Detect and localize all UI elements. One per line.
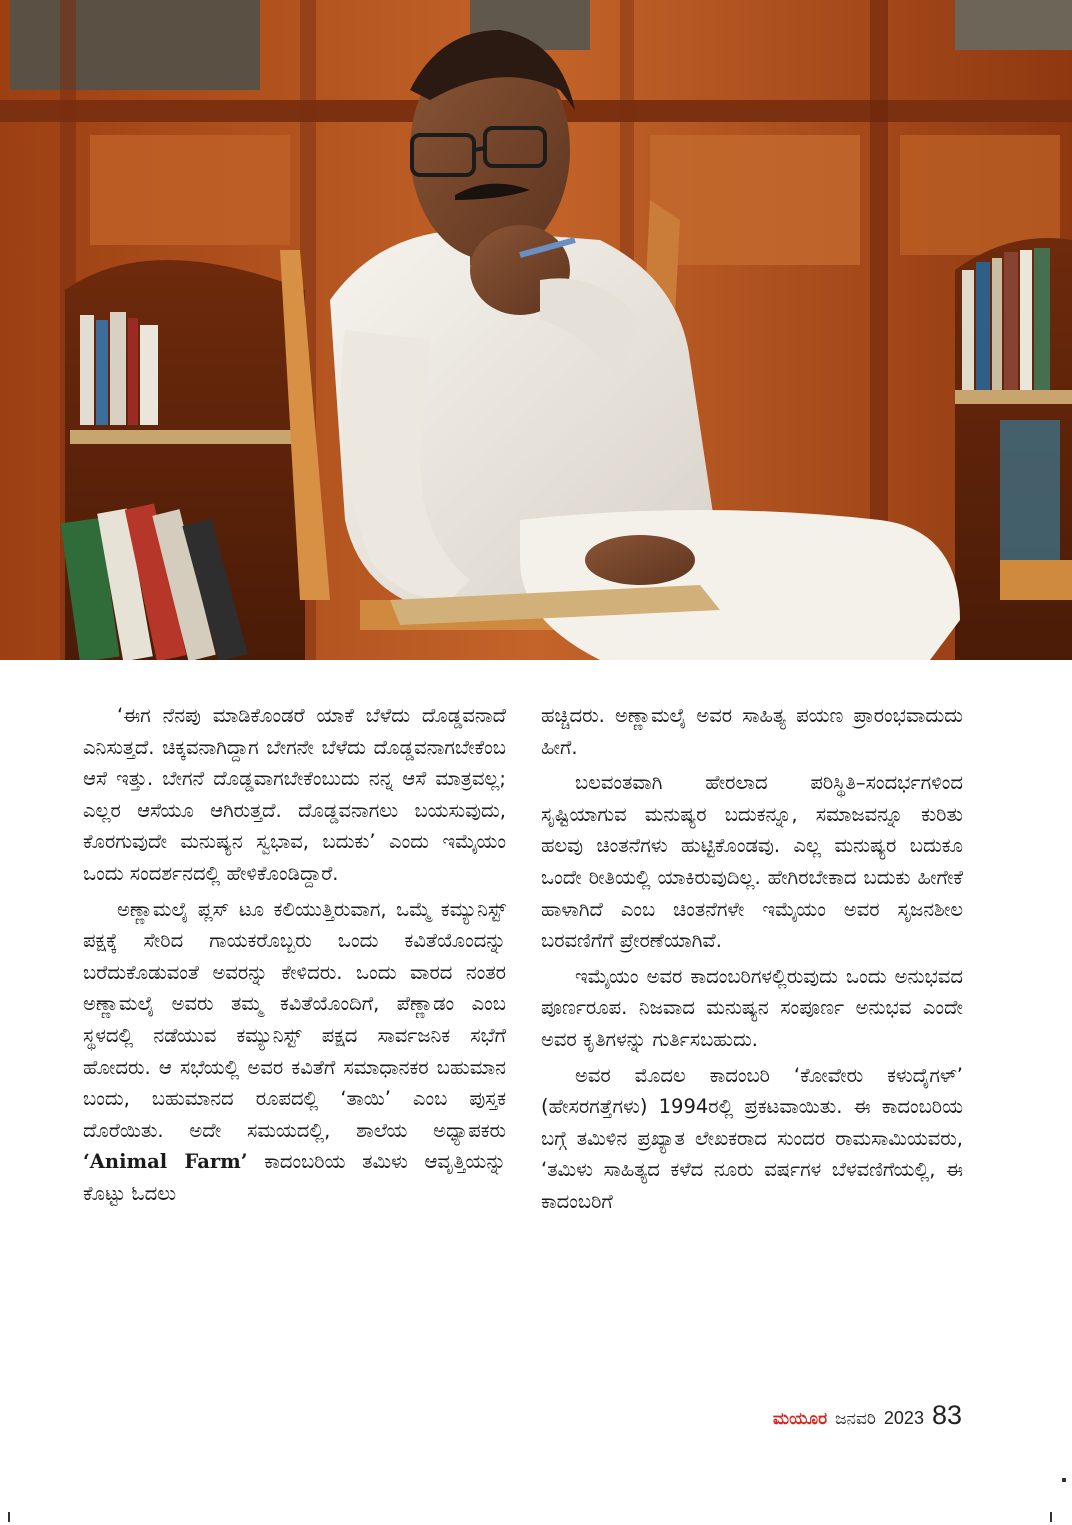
paragraph: ಅವರ ಮೊದಲ ಕಾದಂಬರಿ ‘ಕೋವೇರು ಕಳುದೈಗಳ್’ (ಹೇಸರಗತ್ತೆಗಳು) 1994ರಲ್ಲಿ ಪ್ರಕಟವಾಯಿತು. ಈ ಕಾದಂಬರಿಯ ಬಗ್ಗೆ ತಮಿಳಿನ ಪ್ರಖ್ಯಾತ ಲೇಖಕರಾದ ಸುಂದರ ರಾಮಸಾಮಿಯವರು, ‘ತಮಿಳು ಸಾಹಿತ್ಯದ ಕಳೆದ ನೂರು ವರ್ಷಗಳ ಬೆಳವಣಿಗೆಯಲ್ಲಿ, ಈ ಕಾದಂಬರಿಗೆ	[541, 1063, 963, 1213]
paragraph	[83, 894, 506, 1210]
crop-mark	[1062, 1478, 1066, 1482]
article-column-left	[83, 700, 506, 1214]
crop-mark	[1050, 1512, 1052, 1522]
article-column-right	[541, 700, 963, 1222]
paragraph: ಇಮೈಯಂ ಅವರ ಕಾದಂಬರಿಗಳಲ್ಲಿರುವುದು ಒಂದು ಅನುಭವದ ಪೂರ್ಣರೂಪ. ನಿಜವಾದ ಮನುಷ್ಯನ ಸಂಪೂರ್ಣ ಅನುಭವ ಎಂದೇ ಅವರ ಕೃತಿಗಳನ್ನು ಗುರ್ತಿಸಬಹುದು.	[541, 964, 963, 1051]
page-number: 83	[931, 1400, 962, 1430]
paragraph-text: ಅಣ್ಣಾಮಲೈ ಪ್ಲಸ್ ಟೂ ಕಲಿಯುತ್ತಿರುವಾಗ, ಒಮ್ಮೆ ಕಮ್ಯುನಿಸ್ಟ್ ಪಕ್ಷಕ್ಕೆ ಸೇರಿದ ಗಾಯಕರೊಬ್ಬರು ಒಂದು ಕವಿತೆಯೊಂದನ್ನು ಬರೆದುಕೊಡುವಂತೆ ಅವರನ್ನು ಕೇಳಿದರು. ಒಂದು ವಾರದ ನಂತರ ಅಣ್ಣಾಮಲೈ ಅವರು ತಮ್ಮ ಕವಿತೆಯೊಂದಿಗೆ, ಪೆಣ್ಣಾಡಂ ಎಂಬ ಸ್ಥಳದಲ್ಲಿ ನಡೆಯುವ ಕಮ್ಯುನಿಸ್ಟ್ ಪಕ್ಷದ ಸಾರ್ವಜನಿಕ ಸಭೆಗೆ ಹೋದರು. ಆ ಸಭೆಯಲ್ಲಿ ಅವರ ಕವಿತೆಗೆ ಸಮಾಧಾನಕರ ಬಹುಮಾನ ಬಂದು, ಬಹುಮಾನದ ರೂಪದಲ್ಲಿ ‘ತಾಯಿ’ ಎಂಬ ಪುಸ್ತಕ ದೊರೆಯಿತು. ಅದೇ ಸಮಯದಲ್ಲಿ, ಶಾಲೆಯ ಅಧ್ಯಾಪಕರು	[83, 897, 506, 1142]
article-photo	[0, 0, 1072, 660]
page-footer	[773, 1393, 962, 1429]
issue-year: 2023	[883, 1408, 924, 1428]
crop-mark	[8, 1512, 10, 1522]
paragraph: ‘ಈಗ ನೆನಪು ಮಾಡಿಕೊಂಡರೆ ಯಾಕೆ ಬೆಳೆದು ದೊಡ್ಡವನಾದೆ ಎನಿಸುತ್ತದೆ. ಚಿಕ್ಕವನಾಗಿದ್ದಾಗ ಬೇಗನೇ ಬೆಳೆದು ದೊಡ್ಡವನಾಗಬೇಕೆಂಬ ಆಸೆ ಇತ್ತು. ಬೇಗನೆ ದೊಡ್ಡವಾಗಬೇಕೆಂಬುದು ನನ್ನ ಆಸೆ ಮಾತ್ರವಲ್ಲ; ಎಲ್ಲರ ಆಸೆಯೂ ಆಗಿರುತ್ತದೆ. ದೊಡ್ಡವನಾಗಲು ಬಯಸುವುದು, ಕೊರಗುವುದೇ ಮನುಷ್ಯನ ಸ್ವಭಾವ, ಬದುಕು’ ಎಂದು ಇಮೈಯಂ ಒಂದು ಸಂದರ್ಶನದಲ್ಲಿ ಹೇಳಿಕೊಂಡಿದ್ದಾರೆ.	[83, 704, 506, 885]
paragraph-text: ಕಾದಂಬರಿಯ ತಮಿಳು ಆವೃತ್ತಿಯನ್ನು ಕೊಟ್ಟು ಓದಲು	[83, 1150, 506, 1205]
issue-month: ಜನವರಿ	[835, 1409, 876, 1429]
paragraph: ಬಲವಂತವಾಗಿ ಹೇರಲಾದ ಪರಿಸ್ಥಿತಿ–ಸಂದರ್ಭಗಳಿಂದ ಸೃಷ್ಟಿಯಾಗುವ ಮನುಷ್ಯರ ಬದುಕನ್ನೂ, ಸಮಾಜವನ್ನೂ ಕುರಿತು ಹಲವು ಚಿಂತನೆಗಳು ಹುಟ್ಟಿಕೊಂಡವು. ಎಲ್ಲ ಮನುಷ್ಯರ ಬದುಕೂ ಒಂದೇ ರೀತಿಯಲ್ಲಿ ಯಾಕಿರುವುದಿಲ್ಲ. ಹೇಗಿರಬೇಕಾದ ಬದುಕು ಹೀಗೇಕೆ ಹಾಳಾಗಿದೆ ಎಂಬ ಚಿಂತನೆಗಳೇ ಇಮೈಯಂ ಅವರ ಸೃಜನಶೀಲ ಬರವಣಿಗೆಗೆ ಪ್ರೇರಣೆಯಾಗಿವೆ.	[541, 771, 963, 953]
book-title-animal-farm: ‘Animal Farm’	[83, 1150, 248, 1174]
paragraph: ಹಚ್ಚಿದರು. ಅಣ್ಣಾಮಲೈ ಅವರ ಸಾಹಿತ್ಯ ಪಯಣ ಪ್ರಾರಂಭವಾದುದು ಹೀಗೆ.	[541, 704, 963, 759]
magazine-name: ಮಯೂರ	[772, 1409, 828, 1429]
photo-illustration	[0, 0, 1072, 660]
